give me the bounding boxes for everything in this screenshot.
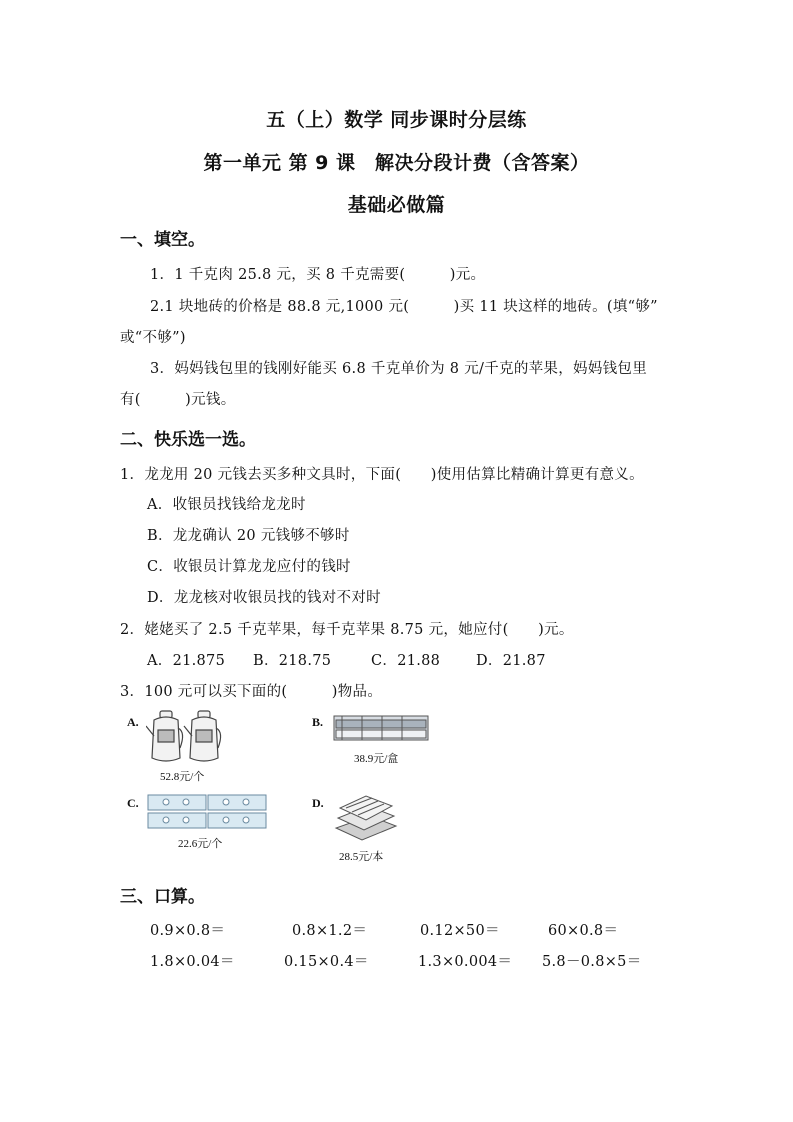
question-1-1: 1．1 千克肉 25.8 元，买 8 千克需要( )元。 [150,267,486,283]
pencil-case-icon [146,793,270,831]
item-d-label: D. [312,796,324,810]
item-d-price: 28.5元/本 [339,851,384,863]
teapot-icon [146,708,236,768]
mental-math-8: 5.8－0.8×5＝ [542,954,642,970]
option-2-2-c: C．21.88 [371,653,441,669]
page-subtitle: 第一单元 第 9 课 解决分段计费（含答案） [203,152,590,174]
section-heading-mental-math: 三、口算。 [120,887,205,907]
item-c-price: 22.6元/个 [178,838,223,850]
option-2-1-d: D．龙龙核对收银员找的钱对不对时 [147,590,381,606]
question-1-3-cont: 有( )元钱。 [120,392,236,408]
option-2-1-b: B．龙龙确认 20 元钱够不够时 [147,528,350,544]
item-a-price: 52.8元/个 [160,771,205,783]
item-c-label: C. [127,796,139,810]
question-2-2: 2．姥姥买了 2.5 千克苹果，每千克苹果 8.75 元，她应付( )元。 [120,622,574,638]
books-icon [332,788,402,844]
option-2-2-b: B．218.75 [253,653,332,669]
item-a-label: A. [127,715,139,729]
mental-math-1: 0.9×0.8＝ [150,923,226,939]
pencil-box-icon [332,712,432,746]
section-heading-choice: 二、快乐选一选。 [120,430,256,450]
option-2-1-a: A．收银员找钱给龙龙时 [147,497,306,513]
question-1-3: 3．妈妈钱包里的钱刚好能买 6.8 千克单价为 8 元/千克的苹果，妈妈钱包里 [150,361,648,377]
question-2-1: 1．龙龙用 20 元钱去买多种文具时，下面( )使用估算比精确计算更有意义。 [120,467,644,483]
mental-math-5: 1.8×0.04＝ [150,954,235,970]
item-b-price: 38.9元/盒 [354,753,399,765]
question-2-3: 3．100 元可以买下面的( )物品。 [120,684,383,700]
mental-math-4: 60×0.8＝ [548,923,619,939]
option-2-2-a: A．21.875 [147,653,226,669]
item-b-label: B. [312,715,324,729]
option-2-2-d: D．21.87 [476,653,546,669]
mental-math-7: 1.3×0.004＝ [418,954,513,970]
question-1-2: 2.1 块地砖的价格是 88.8 元,1000 元( )买 11 块这样的地砖。(填“够” [150,299,658,315]
page-title: 五（上）数学 同步课时分层练 [266,109,527,131]
option-2-1-c: C．收银员计算龙龙应付的钱时 [147,559,351,575]
mental-math-3: 0.12×50＝ [420,923,500,939]
page-section-title: 基础必做篇 [347,194,446,216]
section-heading-fill-blank: 一、填空。 [120,230,205,250]
question-1-2-cont: 或“不够”) [120,330,186,346]
mental-math-2: 0.8×1.2＝ [292,923,368,939]
mental-math-6: 0.15×0.4＝ [284,954,369,970]
